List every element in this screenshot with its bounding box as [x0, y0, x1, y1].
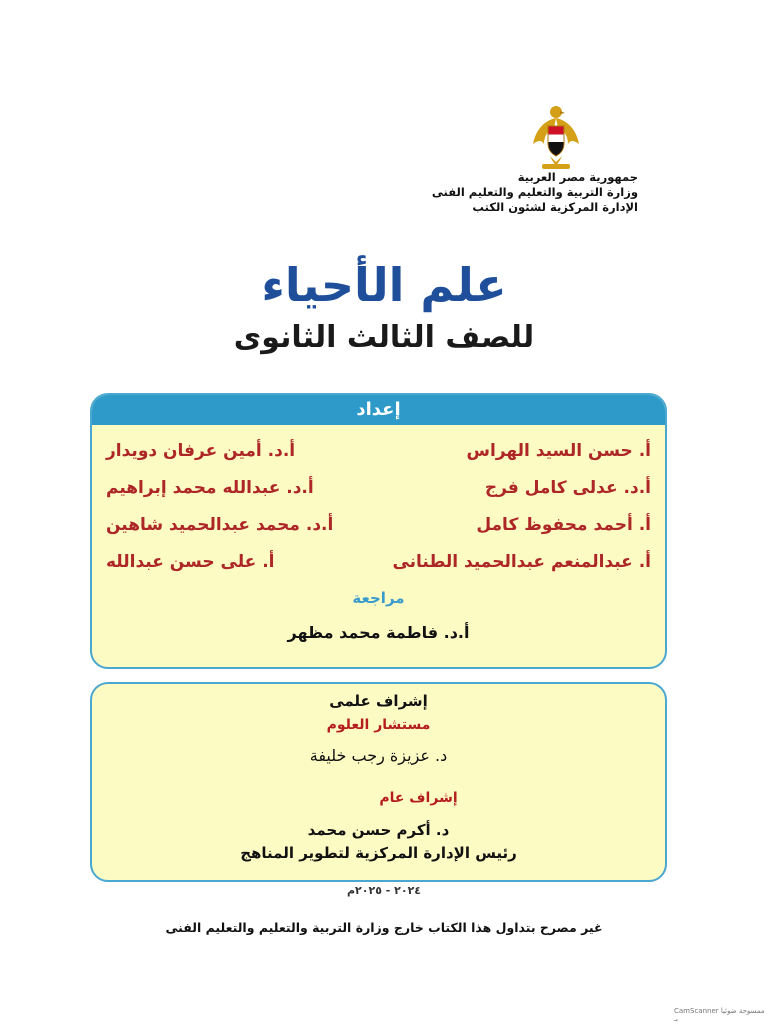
science-advisor-label: مستشار العلوم [326, 717, 431, 733]
author-row [106, 544, 651, 581]
general-supervisor-title: رئيس الإدارة المركزية لتطوير المناهج [240, 844, 517, 862]
reviewer-name: أ.د. فاطمة محمد مظهر [287, 623, 470, 642]
general-supervision-label: إشراف عام [379, 790, 458, 806]
author-name: أ.د. عدلى كامل فرج [484, 478, 651, 498]
author-name: أ. عبدالمنعم عبدالحميد الطنانى [392, 552, 651, 572]
header-line-3: الإدارة المركزية لشئون الكتب [472, 200, 638, 214]
author-row [106, 470, 651, 507]
author-name: أ.د. عبدالله محمد إبراهيم [106, 478, 314, 498]
ministry-header [378, 170, 638, 215]
supervision-box [90, 682, 667, 882]
author-name: أ.د. أمين عرفان دويدار [106, 441, 296, 461]
preparation-box [90, 393, 667, 669]
author-name: أ.د. محمد عبدالحميد شاهين [106, 515, 334, 535]
science-advisor-name: د. عزيزة رجب خليفة [309, 746, 448, 765]
authors-list [106, 433, 651, 581]
author-name: أ. حسن السيد الهراس [466, 441, 651, 461]
scientific-supervision-label: إشراف علمى [329, 692, 428, 710]
preparation-label: إعداد [92, 395, 665, 425]
egypt-eagle-emblem [530, 100, 582, 172]
header-line-1: جمهورية مصر العربية [517, 170, 638, 184]
book-subtitle: للصف الثالث الثانوى [233, 320, 535, 355]
book-title: علم الأحياء [261, 258, 507, 312]
author-row [106, 433, 651, 470]
review-label: مراجعة [352, 589, 405, 607]
author-row [106, 507, 651, 544]
header-line-2: وزارة التربية والتعليم والتعليم الفنى [431, 185, 638, 199]
author-name: أ. على حسن عبدالله [106, 552, 275, 572]
author-name: أ. أحمد محفوظ كامل [476, 515, 651, 535]
academic-year: ٢٠٢٤ - ٢٠٢٥م [346, 884, 421, 897]
scanner-watermark: CamScanner ممسوحة ضوئيا بـ [674, 1007, 765, 1023]
distribution-notice: غير مصرح بتداول هذا الكتاب خارج وزارة التربية والتعليم والتعليم الفنى [165, 920, 603, 935]
general-supervisor-name: د. أكرم حسن محمد [307, 821, 450, 839]
